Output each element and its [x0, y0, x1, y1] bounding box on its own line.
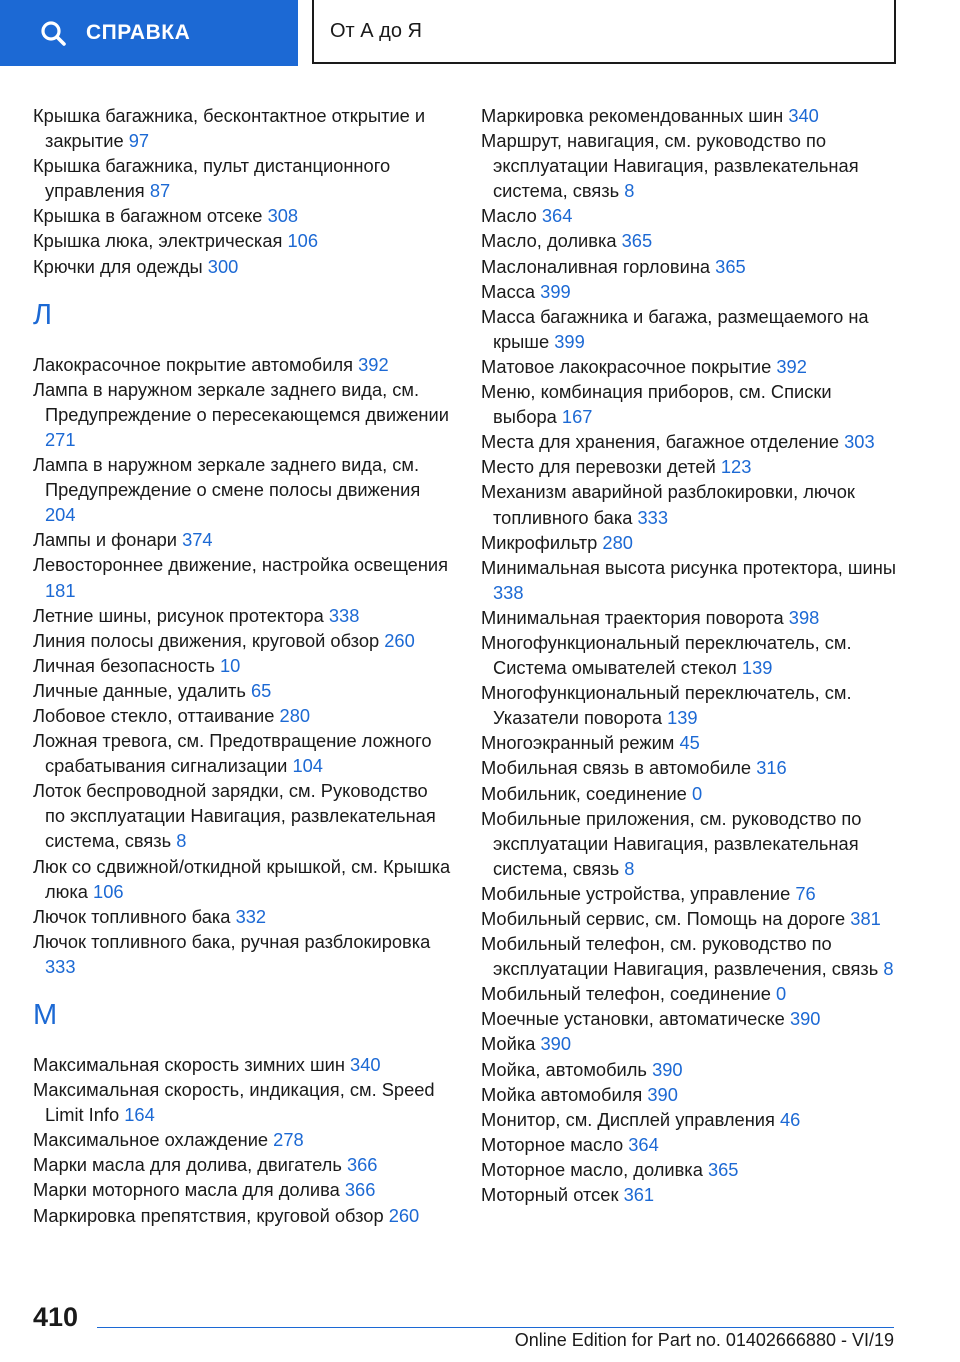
page-link[interactable]: 361: [623, 1184, 655, 1206]
index-entry-text: Лампа в наружном зеркале заднего вида, см. Предупреждение о пересекающемся движении: [33, 378, 449, 425]
index-group-k: [33, 103, 451, 279]
page-link[interactable]: 0: [691, 782, 703, 804]
index-entry-text: Механизм аварийной разблокировки, лючок топливного бака: [481, 481, 855, 528]
index-entry-text: Мойка автомобиля: [481, 1083, 643, 1105]
page-link[interactable]: 0: [776, 983, 787, 1005]
index-entry-text: Максимальное охлаждение: [33, 1129, 269, 1151]
index-entry: [33, 703, 451, 728]
index-entry-text: Моторное масло, доливка: [481, 1158, 703, 1180]
index-entry: [33, 254, 451, 279]
page-link[interactable]: 381: [850, 908, 881, 929]
index-entry-text: Многофункциональный переключатель, см. Система омывателей стекол: [481, 631, 852, 679]
index-entry: [481, 254, 899, 279]
index-entry: [481, 1031, 899, 1056]
page-link[interactable]: 338: [493, 581, 524, 603]
index-entry-text: Микрофильтр: [481, 531, 598, 553]
page-link[interactable]: 332: [235, 905, 267, 927]
index-entry: [481, 354, 899, 379]
index-entry-text: Маслоналивная горловина: [481, 255, 711, 277]
index-entry: [33, 1177, 451, 1202]
index-entry-text: Мобильник, соединение: [481, 782, 687, 804]
index-entry: [481, 680, 899, 730]
page-link[interactable]: 76: [795, 882, 816, 904]
index-entry-text: Мойка: [481, 1033, 536, 1055]
page-link[interactable]: 8: [176, 830, 187, 852]
index-entry: [481, 454, 899, 479]
index-entry: [481, 1057, 899, 1082]
index-entry-text: Лоток беспроводной зарядки, см. Руководство по эксплуатации Навигация, развлекательная система, связь: [33, 780, 436, 852]
index-entry: [481, 304, 899, 354]
page-link[interactable]: 97: [128, 130, 150, 152]
page-header: [0, 0, 960, 66]
index-entry-text: Многофункциональный переключатель, см. Указатели поворота: [481, 682, 852, 729]
page-link[interactable]: 366: [344, 1179, 376, 1201]
page-link[interactable]: 390: [652, 1058, 683, 1080]
index-entry: [481, 555, 899, 605]
index-entry: [481, 1132, 899, 1157]
index-entry: [33, 603, 451, 628]
index-entry: [481, 379, 899, 429]
index-entry: [33, 1052, 451, 1077]
index-entry-text: Матовое лакокрасочное покрытие: [481, 355, 772, 377]
page-link[interactable]: 316: [756, 757, 787, 779]
index-entry-text: Лакокрасочное покрытие автомобиля: [33, 353, 354, 375]
page-link[interactable]: 340: [350, 1054, 381, 1075]
index-entry: [481, 103, 899, 128]
index-entry: [33, 153, 451, 203]
index-entry-text: Меню, комбинация приборов, см. Списки выбора: [481, 381, 832, 428]
page-link[interactable]: 280: [602, 531, 633, 553]
index-entry-text: Линия полосы движения, круговой обзор: [33, 629, 380, 651]
page-link[interactable]: 10: [219, 654, 241, 676]
index-entry-text: Максимальная скорость зимних шин: [33, 1054, 345, 1075]
index-entry: [481, 906, 899, 931]
index-entry-text: Масса: [481, 280, 536, 302]
index-entry: [481, 228, 899, 253]
index-entry: [33, 778, 451, 853]
index-letter-m: М: [33, 999, 58, 1031]
index-entry: [33, 628, 451, 653]
index-entry-text: Марки моторного масла для долива: [33, 1179, 340, 1201]
index-entry: [33, 203, 451, 228]
page-link[interactable]: 364: [628, 1133, 659, 1155]
page-footer: [0, 1296, 960, 1362]
index-entry: [481, 1157, 899, 1182]
index-entry: [33, 552, 451, 602]
page-link[interactable]: 398: [788, 606, 820, 628]
index-entry-text: Мобильный сервис, см. Помощь на дороге: [481, 908, 846, 929]
index-entry: [481, 203, 899, 228]
index-group-l: [33, 352, 451, 979]
index-entry-text: Крышка в багажном отсеке: [33, 205, 263, 227]
page-link[interactable]: 106: [93, 880, 124, 902]
index-entry: [33, 527, 451, 552]
page-link[interactable]: 106: [287, 230, 318, 252]
page-link[interactable]: 123: [720, 456, 752, 478]
index-entry-text: Мобильные приложения, см. руководство по эксплуатации Навигация, развлекательная система, связь: [481, 807, 862, 879]
page-link[interactable]: 8: [624, 180, 635, 202]
index-entry: [33, 1127, 451, 1152]
index-entry: [33, 452, 451, 527]
index-entry-text: Лючок топливного бака, ручная разблокировка: [33, 930, 431, 952]
page-link[interactable]: 366: [346, 1154, 378, 1176]
index-entry-text: Масса багажника и багажа, размещаемого на крыше: [481, 305, 869, 352]
page-link[interactable]: 65: [250, 679, 272, 701]
index-entry: [481, 279, 899, 304]
index-entry-text: Лампа в наружном зеркале заднего вида, см. Предупреждение о смене полосы движения: [33, 454, 421, 501]
page-link[interactable]: 392: [358, 353, 389, 375]
page-link[interactable]: 390: [540, 1033, 571, 1055]
index-entry-text: Многоэкранный режим: [481, 732, 675, 754]
index-group-m-right: [481, 103, 899, 1207]
index-entry: [33, 728, 451, 778]
help-tab-label: СПРАВКА: [86, 21, 191, 44]
footer-divider: [97, 1327, 894, 1328]
index-entry-text: Личная безопасность: [33, 654, 215, 676]
page-number: 410: [33, 1302, 79, 1332]
index-letter-l: Л: [33, 298, 53, 331]
page-link[interactable]: 374: [182, 529, 213, 551]
index-column-right: [481, 103, 899, 1207]
index-entry-text: Маркировка рекомендованных шин: [481, 105, 784, 126]
index-entry: [33, 103, 451, 153]
page-link[interactable]: 164: [124, 1104, 155, 1126]
page-link[interactable]: 365: [621, 230, 653, 252]
index-entry-text: Минимальная высота рисунка протектора, шины: [481, 556, 897, 578]
index-entry: [481, 479, 899, 529]
page-link[interactable]: 87: [149, 180, 171, 202]
index-entry: [33, 1203, 451, 1228]
index-entry-text: Лампы и фонари: [33, 529, 177, 551]
index-entry-text: Моторный отсек: [481, 1184, 619, 1206]
index-entry: [481, 530, 899, 555]
index-entry-text: Личные данные, удалить: [33, 679, 246, 701]
index-entry: [481, 429, 899, 454]
page-link[interactable]: 46: [780, 1108, 801, 1130]
index-entry: [33, 904, 451, 929]
search-icon: [40, 20, 66, 46]
index-entry: [481, 1082, 899, 1107]
index-entry-text: Крючки для одежды: [33, 255, 203, 277]
az-index-tab[interactable]: [312, 0, 896, 64]
page-link[interactable]: 278: [273, 1129, 304, 1151]
index-entry-text: Крышка багажника, пульт дистанционного управления: [33, 155, 391, 202]
index-entry-text: Мобильные устройства, управление: [481, 882, 791, 904]
index-entry-text: Мобильный телефон, см. руководство по эксплуатации Навигация, развлечения, связь: [481, 933, 879, 980]
help-tab[interactable]: [0, 0, 298, 66]
index-entry: [481, 931, 899, 981]
index-entry: [33, 653, 451, 678]
page-link[interactable]: 139: [667, 707, 698, 729]
index-entry: [481, 881, 899, 906]
index-entry: [481, 730, 899, 755]
index-column-left: [33, 103, 451, 1228]
index-entry-text: Люк со сдвижной/откидной крышкой, см. Крышка люка: [33, 855, 451, 902]
index-entry-text: Ложная тревога, см. Предотвращение ложного срабатывания сигнализации: [33, 730, 432, 777]
index-entry: [481, 1107, 899, 1132]
page-link[interactable]: 8: [624, 857, 635, 879]
index-entry: [33, 1152, 451, 1177]
index-entry-text: Крышка люка, электрическая: [33, 230, 283, 252]
index-entry-text: Монитор, см. Дисплей управления: [481, 1108, 775, 1130]
page-link[interactable]: 308: [267, 205, 299, 227]
index-entry: [481, 630, 899, 680]
page-link[interactable]: 390: [789, 1008, 821, 1030]
index-entry-text: Минимальная траектория поворота: [481, 606, 784, 628]
page-link[interactable]: 8: [883, 958, 894, 980]
page-link[interactable]: 364: [541, 205, 573, 227]
index-entry-text: Масло, доливка: [481, 230, 617, 252]
page-link[interactable]: 45: [679, 732, 700, 754]
index-entry: [481, 128, 899, 203]
page-link[interactable]: 365: [707, 1158, 739, 1180]
page-link[interactable]: 340: [788, 105, 819, 126]
index-entry: [481, 1006, 899, 1031]
page-link[interactable]: 333: [637, 506, 668, 528]
page-link[interactable]: 303: [844, 431, 875, 453]
index-entry-text: Левостороннее движение, настройка освещения: [33, 554, 449, 576]
index-entry-text: Место для перевозки детей: [481, 456, 716, 478]
index-entry-text: Мобильный телефон, соединение: [481, 983, 771, 1005]
index-entry: [481, 981, 899, 1006]
index-entry-text: Мобильная связь в автомобиле: [481, 757, 752, 779]
index-entry-text: Мойка, автомобиль: [481, 1058, 647, 1080]
page-link[interactable]: 399: [554, 330, 585, 352]
page-link[interactable]: 167: [561, 406, 593, 428]
page-link[interactable]: 271: [45, 428, 76, 450]
index-entry-text: Летние шины, рисунок протектора: [33, 604, 324, 626]
index-entry: [481, 806, 899, 881]
page-link[interactable]: 181: [45, 579, 76, 601]
index-entry-text: Лобовое стекло, оттаивание: [33, 704, 275, 726]
index-entry: [33, 1077, 451, 1127]
index-entry-text: Маркировка препятствия, круговой обзор: [33, 1204, 384, 1226]
page-link[interactable]: 338: [328, 604, 360, 626]
page-link[interactable]: 392: [776, 355, 807, 377]
index-entry: [481, 605, 899, 630]
index-entry-text: Масло: [481, 205, 537, 227]
page-link[interactable]: 390: [647, 1083, 678, 1105]
index-entry-text: Маршрут, навигация, см. руководство по эксплуатации Навигация, развлекательная система, связь: [481, 130, 859, 202]
index-entry-text: Марки масла для долива, двигатель: [33, 1154, 342, 1176]
index-entry-text: Места для хранения, багажное отделение: [481, 431, 840, 453]
index-entry: [33, 352, 451, 377]
page-link[interactable]: 104: [292, 755, 323, 777]
index-entry: [33, 228, 451, 253]
page-link[interactable]: 260: [388, 1204, 420, 1226]
page-link[interactable]: 300: [207, 255, 239, 277]
page-link[interactable]: 399: [540, 280, 571, 302]
page-link[interactable]: 280: [279, 704, 311, 726]
index-entry-text: Моторное масло: [481, 1133, 624, 1155]
index-entry-text: Крышка багажника, бесконтактное открытие и закрытие: [33, 105, 426, 152]
index-entry: [33, 929, 451, 979]
index-entry-text: Максимальная скорость, индикация, см. Speed Limit Info: [33, 1079, 435, 1126]
index-entry: [33, 854, 451, 904]
index-entry: [33, 678, 451, 703]
index-entry: [481, 1182, 899, 1207]
page-link[interactable]: 260: [384, 629, 415, 651]
edition-info: Online Edition for Part no. 01402666880 - VI/19: [514, 1330, 894, 1350]
page-link[interactable]: 204: [45, 504, 76, 526]
index-entry-text: Лючок топливного бака: [33, 905, 231, 927]
page-link[interactable]: 333: [45, 955, 76, 977]
page-link[interactable]: 365: [715, 255, 746, 277]
index-entry-text: Моечные установки, автоматическе: [481, 1008, 785, 1030]
page-link[interactable]: 139: [741, 657, 773, 679]
az-index-tab-label: От А до Я: [330, 19, 422, 42]
index-entry: [481, 781, 899, 806]
index-group-m-left: [33, 1052, 451, 1228]
index-entry: [481, 755, 899, 780]
index-entry: [33, 377, 451, 452]
